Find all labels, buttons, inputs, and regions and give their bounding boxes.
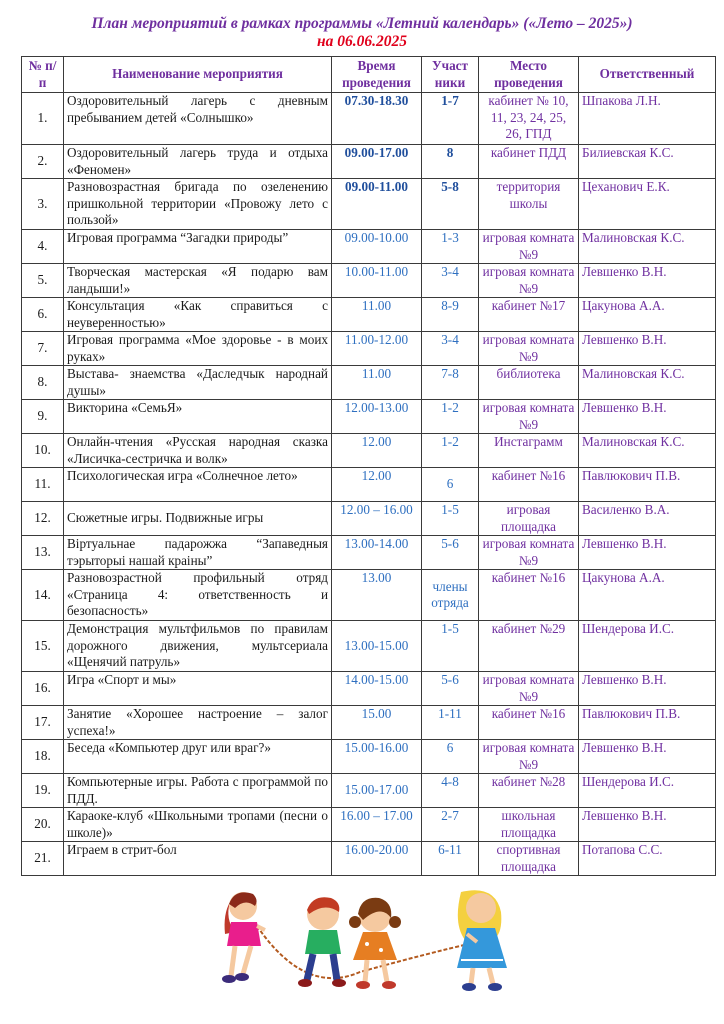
row-number: 13. bbox=[22, 536, 64, 570]
event-name: Разновозрастная бригада по озеленению пришкольной территории «Провожу лето с пользой» bbox=[64, 179, 332, 230]
row-number: 20. bbox=[22, 808, 64, 842]
event-participants: 6 bbox=[422, 740, 479, 774]
event-place: игровая комната №9 bbox=[479, 672, 579, 706]
event-responsible: Шендерова И.С. bbox=[579, 774, 716, 808]
table-row bbox=[22, 706, 716, 740]
row-number: 19. bbox=[22, 774, 64, 808]
event-participants: 1-7 bbox=[422, 93, 479, 145]
table-row bbox=[22, 179, 716, 230]
event-responsible: Билиевская К.С. bbox=[579, 145, 716, 179]
event-participants: 5-8 bbox=[422, 179, 479, 230]
table-row bbox=[22, 366, 716, 400]
event-participants: члены отряда bbox=[422, 570, 479, 621]
event-name: Оздоровительный лагерь с дневным пребыванием детей «Солнышко» bbox=[64, 93, 332, 145]
column-header: Ответственный bbox=[579, 57, 716, 93]
event-responsible: Павлюкович П.В. bbox=[579, 468, 716, 502]
column-header: Наименование мероприятия bbox=[64, 57, 332, 93]
page-title: План мероприятий в рамках программы «Летний календарь» («Лето – 2025») bbox=[91, 15, 633, 32]
event-responsible: Малиновская К.С. bbox=[579, 434, 716, 468]
event-participants: 6-11 bbox=[422, 842, 479, 876]
event-time: 12.00 bbox=[332, 468, 422, 502]
event-name: Беседа «Компьютер друг или враг?» bbox=[64, 740, 332, 774]
event-place: Инстаграмм bbox=[479, 434, 579, 468]
event-participants: 5-6 bbox=[422, 672, 479, 706]
table-row bbox=[22, 230, 716, 264]
event-time: 09.00-11.00 bbox=[332, 179, 422, 230]
event-name: Игра «Спорт и мы» bbox=[64, 672, 332, 706]
table-row bbox=[22, 672, 716, 706]
event-participants: 1-3 bbox=[422, 230, 479, 264]
event-name: Игровая программа “Загадки природы” bbox=[64, 230, 332, 264]
kids-jump-rope-illustration bbox=[195, 884, 525, 994]
event-name: Творческая мастерская «Я подарю вам ландыши!» bbox=[64, 264, 332, 298]
row-number: 10. bbox=[22, 434, 64, 468]
table-row bbox=[22, 774, 716, 808]
table-row bbox=[22, 570, 716, 621]
event-time: 11.00 bbox=[332, 298, 422, 332]
boy-middle-figure bbox=[298, 897, 346, 987]
girl-left-figure bbox=[222, 892, 265, 983]
event-participants: 1-5 bbox=[422, 502, 479, 536]
event-place: игровая комната №9 bbox=[479, 400, 579, 434]
event-participants: 3-4 bbox=[422, 332, 479, 366]
row-number: 14. bbox=[22, 570, 64, 621]
event-responsible: Шендерова И.С. bbox=[579, 621, 716, 672]
row-number: 17. bbox=[22, 706, 64, 740]
event-name: Психологическая игра «Солнечное лето» bbox=[64, 468, 332, 502]
row-number: 5. bbox=[22, 264, 64, 298]
event-time: 15.00-16.00 bbox=[332, 740, 422, 774]
event-time: 16.00 – 17.00 bbox=[332, 808, 422, 842]
row-number: 9. bbox=[22, 400, 64, 434]
event-place: кабинет №16 bbox=[479, 706, 579, 740]
event-place: игровая площадка bbox=[479, 502, 579, 536]
event-time: 14.00-15.00 bbox=[332, 672, 422, 706]
event-responsible: Павлюкович П.В. bbox=[579, 706, 716, 740]
row-number: 8. bbox=[22, 366, 64, 400]
event-place: кабинет №28 bbox=[479, 774, 579, 808]
event-responsible: Малиновская К.С. bbox=[579, 366, 716, 400]
event-participants: 8 bbox=[422, 145, 479, 179]
events-table bbox=[21, 56, 716, 876]
event-place: игровая комната №9 bbox=[479, 740, 579, 774]
event-participants: 1-2 bbox=[422, 434, 479, 468]
row-number: 2. bbox=[22, 145, 64, 179]
event-place: кабинет №16 bbox=[479, 570, 579, 621]
row-number: 7. bbox=[22, 332, 64, 366]
event-time: 13.00 bbox=[332, 570, 422, 621]
event-participants: 1-2 bbox=[422, 400, 479, 434]
event-place: кабинет №29 bbox=[479, 621, 579, 672]
table-row bbox=[22, 536, 716, 570]
event-time: 12.00 bbox=[332, 434, 422, 468]
girl-middle-figure bbox=[349, 898, 401, 989]
row-number: 4. bbox=[22, 230, 64, 264]
event-place: игровая комната №9 bbox=[479, 536, 579, 570]
event-name: Оздоровительный лагерь труда и отдыха «Феномен» bbox=[64, 145, 332, 179]
event-name: Выстава- знаемства «Даследчык народнай душы» bbox=[64, 366, 332, 400]
girl-right-figure bbox=[457, 890, 507, 991]
event-place: игровая комната №9 bbox=[479, 332, 579, 366]
event-time: 12.00 – 16.00 bbox=[332, 502, 422, 536]
event-time: 15.00 bbox=[332, 706, 422, 740]
event-time: 09.00-10.00 bbox=[332, 230, 422, 264]
event-place: игровая комната №9 bbox=[479, 264, 579, 298]
event-participants: 1-11 bbox=[422, 706, 479, 740]
table-row bbox=[22, 332, 716, 366]
table-row bbox=[22, 400, 716, 434]
event-name: Разновозрастной профильный отряд «Страница 4: ответственность и безопасность» bbox=[64, 570, 332, 621]
table-row bbox=[22, 93, 716, 145]
event-place: игровая комната №9 bbox=[479, 230, 579, 264]
event-time: 09.00-17.00 bbox=[332, 145, 422, 179]
event-time: 12.00-13.00 bbox=[332, 400, 422, 434]
event-place: библиотека bbox=[479, 366, 579, 400]
event-responsible: Левшенко В.Н. bbox=[579, 400, 716, 434]
table-row bbox=[22, 468, 716, 502]
event-name: Демонстрация мультфильмов по правилам дорожного движения, мультсериала «Щенячий патруль» bbox=[64, 621, 332, 672]
event-time: 07.30-18.30 bbox=[332, 93, 422, 145]
row-number: 15. bbox=[22, 621, 64, 672]
event-responsible: Цакунова А.А. bbox=[579, 298, 716, 332]
column-header: Место проведения bbox=[479, 57, 579, 93]
event-place: территория школы bbox=[479, 179, 579, 230]
event-name: Викторина «СемьЯ» bbox=[64, 400, 332, 434]
event-responsible: Малиновская К.С. bbox=[579, 230, 716, 264]
event-responsible: Левшенко В.Н. bbox=[579, 332, 716, 366]
event-place: кабинет №16 bbox=[479, 468, 579, 502]
event-place: кабинет № 10, 11, 23, 24, 25, 26, ГПД bbox=[479, 93, 579, 145]
event-time: 16.00-20.00 bbox=[332, 842, 422, 876]
event-place: кабинет ПДД bbox=[479, 145, 579, 179]
row-number: 12. bbox=[22, 502, 64, 536]
event-time: 11.00-12.00 bbox=[332, 332, 422, 366]
event-responsible: Левшенко В.Н. bbox=[579, 672, 716, 706]
event-participants: 6 bbox=[422, 468, 479, 502]
table-header-row bbox=[22, 57, 716, 93]
event-place: школьная площадка bbox=[479, 808, 579, 842]
event-time: 10.00-11.00 bbox=[332, 264, 422, 298]
event-responsible: Цакунова А.А. bbox=[579, 570, 716, 621]
event-participants: 8-9 bbox=[422, 298, 479, 332]
event-participants: 3-4 bbox=[422, 264, 479, 298]
event-name: Играем в стрит-бол bbox=[64, 842, 332, 876]
table-row bbox=[22, 145, 716, 179]
event-name: Занятие «Хорошее настроение – залог успеха!» bbox=[64, 706, 332, 740]
column-header: Время проведения bbox=[332, 57, 422, 93]
column-header: Участ ники bbox=[422, 57, 479, 93]
table-row bbox=[22, 842, 716, 876]
event-responsible: Шпакова Л.Н. bbox=[579, 93, 716, 145]
row-number: 16. bbox=[22, 672, 64, 706]
row-number: 21. bbox=[22, 842, 64, 876]
event-name: Компьютерные игры. Работа с программой по ПДД. bbox=[64, 774, 332, 808]
event-place: кабинет №17 bbox=[479, 298, 579, 332]
table-row bbox=[22, 808, 716, 842]
event-participants: 4-8 bbox=[422, 774, 479, 808]
event-participants: 1-5 bbox=[422, 621, 479, 672]
event-place: спортивная площадка bbox=[479, 842, 579, 876]
event-participants: 2-7 bbox=[422, 808, 479, 842]
table-row bbox=[22, 621, 716, 672]
event-responsible: Левшенко В.Н. bbox=[579, 808, 716, 842]
event-name: Игровая программа «Мое здоровье - в моих руках» bbox=[64, 332, 332, 366]
table-row bbox=[22, 740, 716, 774]
page-date: на 06.06.2025 bbox=[317, 33, 407, 50]
column-header: № п/п bbox=[22, 57, 64, 93]
event-name: Онлайн-чтения «Русская народная сказка «Лисичка-сестричка и волк» bbox=[64, 434, 332, 468]
event-name: Караоке-клуб «Школьными тропами (песни о школе)» bbox=[64, 808, 332, 842]
event-responsible: Цеханович Е.К. bbox=[579, 179, 716, 230]
event-responsible: Левшенко В.Н. bbox=[579, 264, 716, 298]
event-participants: 7-8 bbox=[422, 366, 479, 400]
event-time: 11.00 bbox=[332, 366, 422, 400]
row-number: 6. bbox=[22, 298, 64, 332]
event-responsible: Потапова С.С. bbox=[579, 842, 716, 876]
row-number: 11. bbox=[22, 468, 64, 502]
event-name: Консультация «Как справиться с неуверенностью» bbox=[64, 298, 332, 332]
event-responsible: Левшенко В.Н. bbox=[579, 740, 716, 774]
event-name: Віртуальнае падарожжа “Запаведныя тэрыторыі нашай краіны” bbox=[64, 536, 332, 570]
row-number: 1. bbox=[22, 93, 64, 145]
table-row bbox=[22, 502, 716, 536]
event-time: 13.00-15.00 bbox=[332, 621, 422, 672]
table-row bbox=[22, 298, 716, 332]
row-number: 18. bbox=[22, 740, 64, 774]
event-name: Сюжетные игры. Подвижные игры bbox=[64, 502, 332, 536]
row-number: 3. bbox=[22, 179, 64, 230]
event-time: 15.00-17.00 bbox=[332, 774, 422, 808]
event-responsible: Василенко В.А. bbox=[579, 502, 716, 536]
event-participants: 5-6 bbox=[422, 536, 479, 570]
event-time: 13.00-14.00 bbox=[332, 536, 422, 570]
table-row bbox=[22, 264, 716, 298]
event-responsible: Левшенко В.Н. bbox=[579, 536, 716, 570]
table-row bbox=[22, 434, 716, 468]
